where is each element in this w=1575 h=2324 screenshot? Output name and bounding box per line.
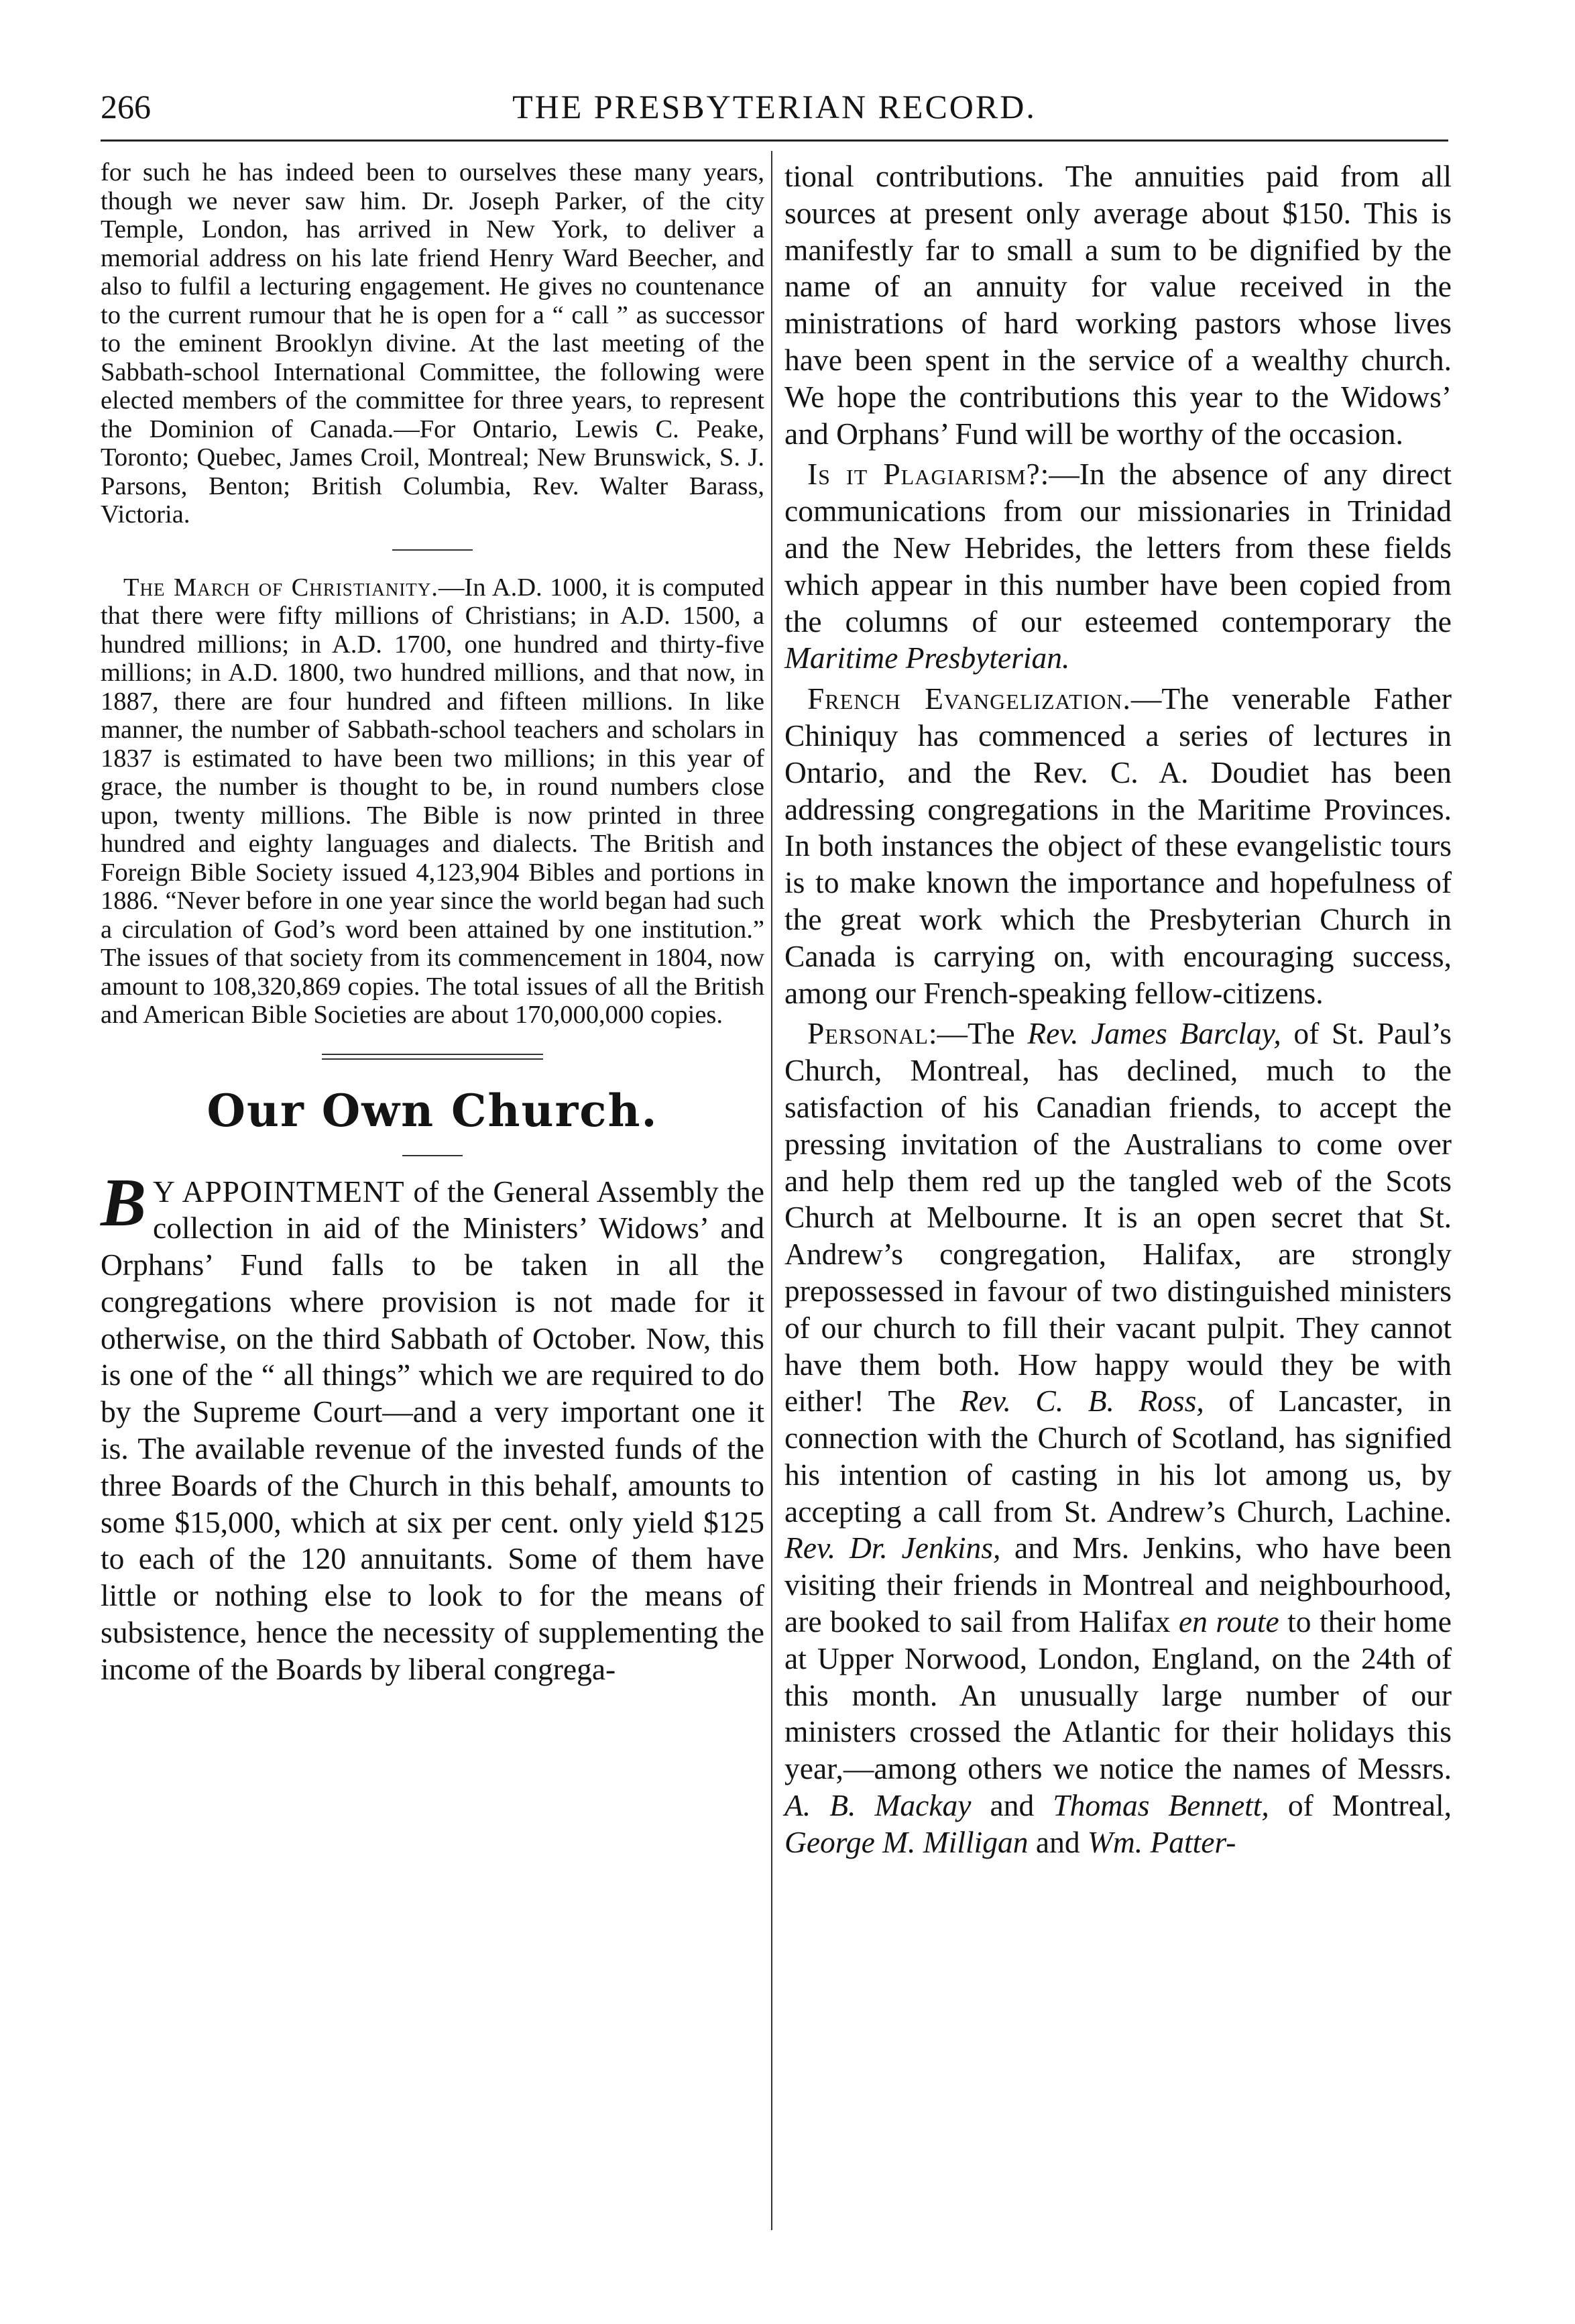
personal-name-bennett: Thomas Bennett,	[1053, 1788, 1269, 1823]
appointment-text: of the General Assembly the collection in aid of the Ministers’ Widows’ and Orphans’ Fund falls to be taken in all the congregations where provision is not made for it otherwise, on the third Sabbath of October. Now, this is one of the “ all things” which we are required to do by the Supreme Court—and a very important one it is. The available revenue of the invested funds of the three Boards of the Church in this behalf, amounts to some $15,000, which at six per cent. only yield $125 to each of the 120 annuitants. Some of them have little or nothing else to look to for the means of subsistence, hence the necessity of supplementing the income of the Boards by liberal congrega-	[101, 1174, 764, 1686]
personal-name-patterson: Wm. Patter-	[1087, 1824, 1236, 1859]
drop-cap: B	[101, 1164, 147, 1241]
appointment-paragraph	[101, 1164, 764, 1688]
plagiarism-publication: Maritime Presbyterian.	[784, 641, 1070, 675]
header-rule	[101, 140, 1448, 142]
march-of-christianity-heading: The March of Christianity.	[123, 573, 439, 602]
march-of-christianity-text: —In A.D. 1000, it is computed that there were fifty millions of Christians; in A.D. 1500, a hundred millions; in A.D. 1700, one hundred and thirty-five millions; in A.D. 1800, two hundred millions, and that now, in 1887, there are four hundred and fifteen millions. In like manner, the number of Sabbath-school teachers and scholars in 1837 is estimated to have been two millions; in this year of grace, the number is thought to be, in round numbers close upon, twenty millions. The Bible is now printed in three hundred and eighty languages and dialects. The British and Foreign Bible Society issued 4,123,904 Bibles and portions in 1886. “Never before in one year since the world began had such a circulation of God’s word been attained by one institution.” The issues of that society from its commencement in 1804, now amount to 108,320,869 copies. The total issues of all the British and American Bible Societies are about 170,000,000 copies.	[101, 573, 764, 1029]
personal-name-jenkins: Rev. Dr. Jenkins,	[784, 1531, 1001, 1565]
personal-text-h: and	[1028, 1824, 1088, 1859]
right-column	[784, 158, 1452, 1861]
personal-name-ross: Rev. C. B. Ross,	[959, 1384, 1204, 1419]
section-title: Our Own Church.	[207, 1084, 658, 1137]
personal-text-e: to their home at Upper Norwood, London, England, on the 24th of this month. An unusually large number of our ministers crossed the Atlantic for their holidays this year,—among others we notice the names of Messrs.	[784, 1604, 1452, 1786]
double-rule-separator	[322, 1054, 543, 1060]
title-separator	[402, 1155, 463, 1156]
personal-heading: Personal	[807, 1016, 929, 1051]
personal-text-g: of Montreal,	[1269, 1788, 1452, 1823]
running-title: THE PRESBYTERIAN RECORD.	[512, 88, 1037, 125]
right-paragraph-1: tional contributions. The annuities paid from all sources at present only average about $150. This is manifestly far to small a sum to be dignified by the name of an annuity for value received in the ministrations of hard working pastors whose lives have been spent in the service of a wealthy church. We hope the contributions this year to the Widows’ and Orphans’ Fund will be worthy of the occasion.	[784, 159, 1452, 451]
page-number: 266	[101, 88, 151, 125]
personal-paragraph	[784, 1015, 1452, 1861]
french-evangelization-text: —The venerable Father Chiniquy has commenced a series of lectures in Ontario, and the Rev. C. A. Doudiet has been addressing congregations in the Maritime Provinces. In both instances the object of these evangelistic tours is to make known the importance and hopefulness of the great work which the Presbyterian Church in Canada is carrying on, with encouraging success, among our French-speaking fellow-citizens.	[784, 681, 1452, 1010]
plagiarism-text: :—In the absence of any direct communications from our missionaries in Trinidad and the New Hebrides, the letters from these fields which appear in this number have been copied from the columns of our esteemed contemporary the	[784, 457, 1452, 639]
personal-name-mackay: A. B. Mackay	[784, 1788, 972, 1823]
left-column	[101, 158, 764, 1688]
march-of-christianity-paragraph	[101, 573, 764, 1030]
plagiarism-heading: Is it Plagiarism?	[807, 457, 1041, 492]
french-evangelization-paragraph	[784, 681, 1452, 1011]
personal-text-a: :—The	[928, 1016, 1028, 1051]
appointment-opening-caps: Y APPOINTMENT	[153, 1174, 405, 1209]
page-header	[101, 80, 1448, 141]
personal-text-b: of St. Paul’s Church, Montreal, has declined, much to the satisfaction of his Canadian friends, to accept the pressing invitation of the Australians to come over and help them red up the tangled web of the Scots Church at Melbourne. It is an open secret that St. Andrew’s congregation, Halifax, are strongly prepossessed in favour of two distinguished ministers of our church to fill their vacant pulpit. They cannot have them both. How happy would they be with either! The	[784, 1016, 1452, 1419]
left-paragraph-1: for such he has indeed been to ourselves these many years, though we never saw him. Dr. Joseph Parker, of the city Temple, London, has arrived in New York, to deliver a memorial address on his late friend Henry Ward Beecher, and also to fulfil a lecturing engagement. He gives no countenance to the current rumour that he is open for a “ call ” as successor to the eminent Brooklyn divine. At the last meeting of the Sabbath-school International Committee, the following were elected members of the committee for three years, to represent the Dominion of Canada.—For Ontario, Lewis C. Peake, Toronto; Quebec, James Croil, Montreal; New Brunswick, S. J. Parsons, Benton; British Columbia, Rev. Walter Barass, Victoria.	[101, 158, 764, 529]
personal-text-d: and Mrs. Jenkins, who have been visiting their friends in Montreal and neighbourhood, are booked to sail from Halifax	[784, 1531, 1452, 1639]
personal-text-f: and	[971, 1788, 1053, 1823]
plagiarism-paragraph	[784, 456, 1452, 677]
personal-en-route: en route	[1178, 1604, 1279, 1639]
personal-text-c: of Lancaster, in connection with the Church of Scotland, has signified his intention of casting in his lot among us, by accepting a call from St. Andrew’s Church, Lachine.	[784, 1384, 1452, 1529]
personal-name-barclay: Rev. James Barclay,	[1027, 1016, 1281, 1051]
column-divider	[771, 151, 772, 2230]
french-evangelization-heading: French Evangelization.	[807, 681, 1131, 716]
section-separator	[392, 549, 473, 551]
personal-name-milligan: George M. Milligan	[784, 1824, 1029, 1859]
